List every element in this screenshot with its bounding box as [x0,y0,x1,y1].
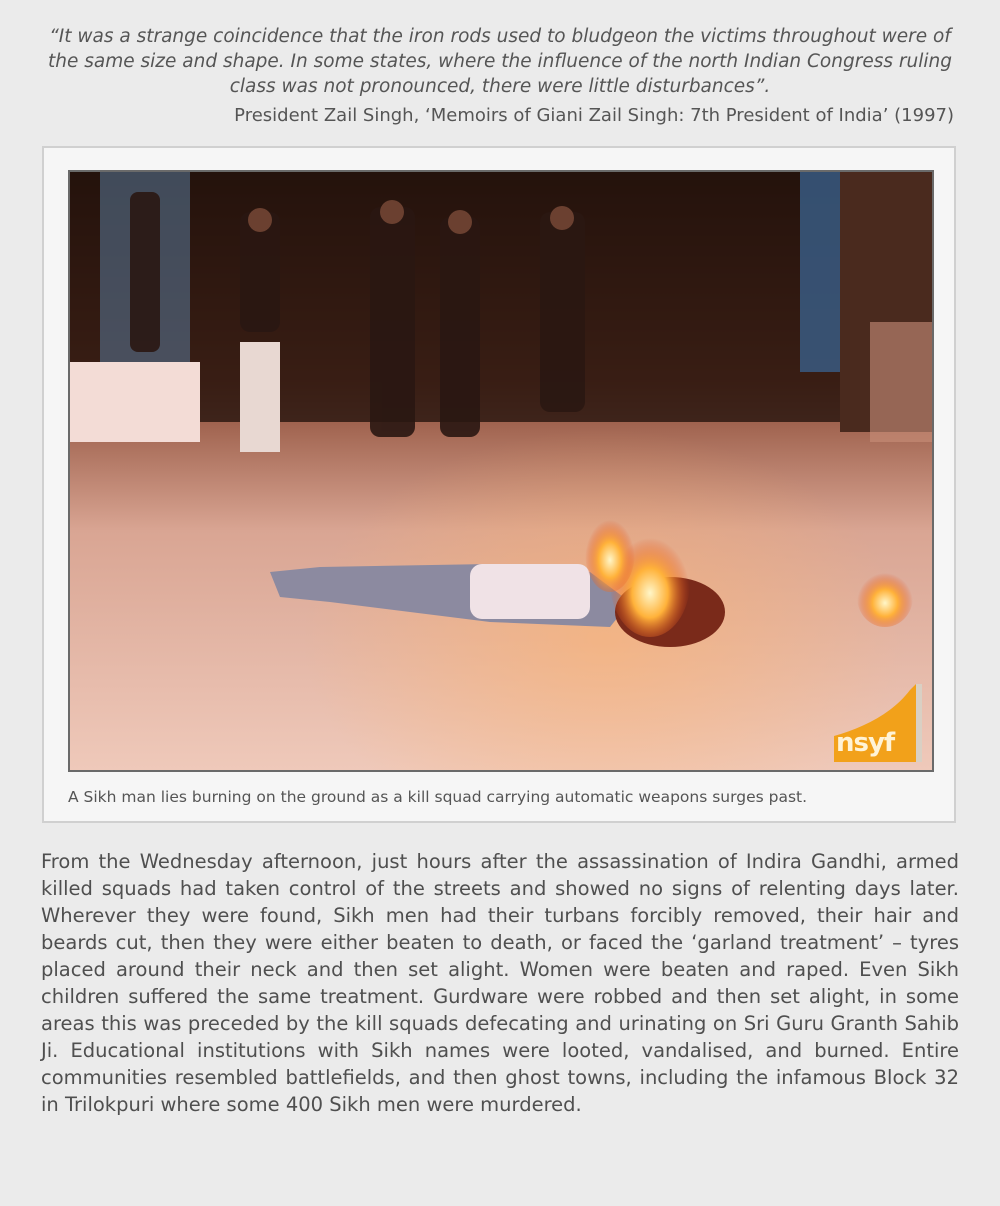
street-scene-image [70,172,932,770]
photo-card [42,146,956,823]
body-paragraph: From the Wednesday afternoon, just hours after the assassination of Indira Gandhi, armed killed squads had taken control of the streets and showed no signs of relenting days later. Wherever they were found, Sikh men had their turbans forcibly removed, their hair and beards cut, then they were either beaten to death, or faced the ‘garland treatment’ – tyres placed around their neck and then set alight. Women were beaten and raped. Even Sikh children suffered the same treatment. Gurdware were robbed and then set alight, in some areas this was preceded by the kill squads defecating and urinating on Sri Guru Granth Sahib Ji. Educational institutions with Sikh names were looted, vandalised, and burned. Entire communities resembled battlefields, and then ghost towns, including the infamous Block 32 in Trilokpuri where some 400 Sikh men were murdered. [41,850,959,1116]
quote-block [40,24,960,129]
quote-text: “It was a strange coincidence that the iron rods used to bludgeon the victims throughout were of the same size and shape. In some states, where the influence of the north Indian Congress ruling class was not pronounced, there were little disturbances”. [48,26,952,97]
photo-caption: A Sikh man lies burning on the ground as a kill squad carrying automatic weapons surges past. [68,788,808,806]
quote-attribution: President Zail Singh, ‘Memoirs of Giani Zail Singh: 7th President of India’ (1997) [234,105,954,126]
photograph [68,170,934,772]
logo-text: nsyf [836,728,895,758]
nsyf-logo [832,684,924,762]
